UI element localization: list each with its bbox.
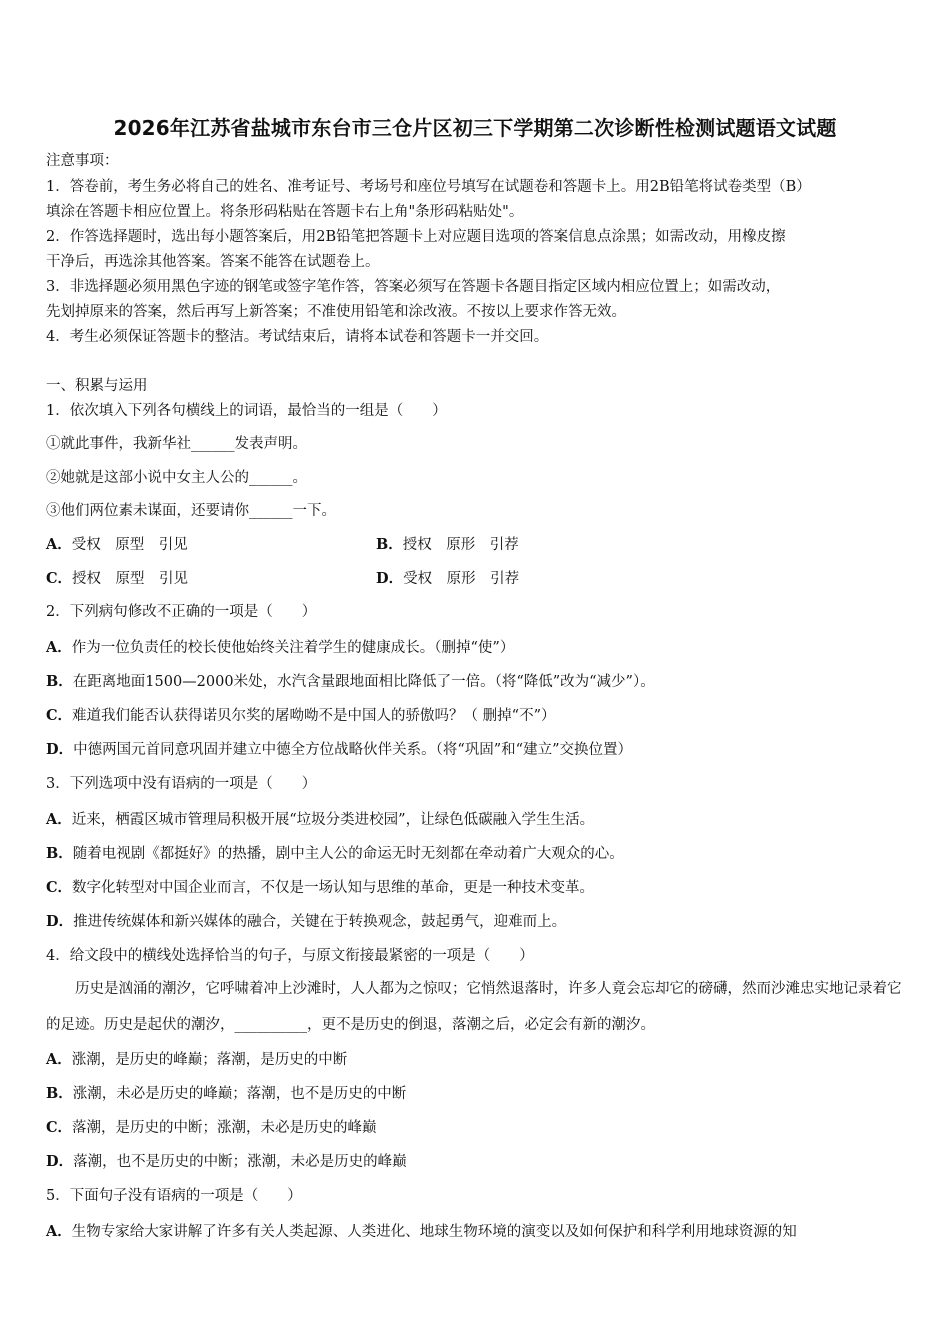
option-c (46, 879, 594, 897)
question-stem: 5．下面句子没有语病的一项是（ ） (46, 1188, 302, 1204)
notes-heading: 注意事项： (46, 153, 119, 169)
option-label: C． (46, 707, 73, 724)
option-d (46, 1153, 407, 1171)
option-label: C． (46, 570, 73, 587)
section-heading: 一、积累与运用 (46, 378, 148, 394)
question-stem: 3．下列选项中没有语病的一项是（ ） (46, 776, 317, 792)
option-d (46, 741, 632, 759)
option-label: A． (46, 536, 72, 553)
question-sentence: ③他们两位素未谋面，还要请你______一下。 (46, 503, 336, 519)
notes-line: 干净后，再选涂其他答案。答案不能答在试题卷上。 (46, 254, 380, 270)
option-d (376, 570, 519, 588)
option-text: 生物专家给大家讲解了许多有关人类起源、人类进化、地球生物环境的演变以及如何保护和科学利用地球资源的知 (71, 1224, 797, 1240)
page-title: 2026年江苏省盐城市东台市三仓片区初三下学期第二次诊断性检测试题语文试题 (113, 116, 837, 140)
question-sentence: ①就此事件，我新华社______发表声明。 (46, 436, 307, 452)
option-a (46, 811, 594, 829)
option-label: C． (46, 1119, 73, 1136)
question-stem: 2．下列病句修改不正确的一项是（ ） (46, 604, 317, 620)
option-text: 落潮，也不是历史的中断；涨潮，未必是历史的峰巅 (73, 1154, 407, 1170)
reading-passage: 历史是汹涌的潮汐，它呼啸着冲上沙滩时，人人都为之惊叹；它悄然退落时，许多人竟会忘却它的磅礴，然而沙滩忠实地记录着它的足迹。历史是起伏的潮汐，__________，更不是历史的倒退，落潮之后，必定会有新的潮汐。 (46, 981, 902, 1033)
option-c (46, 1119, 377, 1137)
notes-line: 2．作答选择题时，选出每小题答案后，用2B铅笔把答题卡上对应题目选项的答案信息点涂黑；如需改动，用橡皮擦 (46, 229, 786, 245)
option-text: 受权 原形 引荐 (403, 571, 520, 587)
option-label: D． (46, 913, 74, 930)
option-label: D． (376, 570, 404, 587)
option-text: 授权 原形 引荐 (402, 537, 519, 553)
option-text: 中德两国元首同意巩固并建立中德全方位战略伙伴关系。（将“巩固”和“建立”交换位置） (73, 742, 632, 758)
option-b (46, 1085, 406, 1103)
option-label: B． (46, 1085, 73, 1102)
option-label: A． (46, 811, 72, 828)
option-label: D． (46, 741, 74, 758)
option-c (46, 570, 188, 588)
option-label: C． (46, 879, 73, 896)
option-label: B． (46, 845, 73, 862)
option-text: 涨潮，未必是历史的峰巅；落潮，也不是历史的中断 (72, 1086, 407, 1102)
option-b (376, 536, 519, 554)
question-stem: 1．依次填入下列各句横线上的词语，最恰当的一组是（ ） (46, 403, 447, 419)
option-label: B． (376, 536, 403, 553)
option-text: 难道我们能否认获得诺贝尔奖的屠呦呦不是中国人的骄傲吗？（ 删掉“不”） (72, 708, 556, 724)
option-text: 落潮，是历史的中断；涨潮，未必是历史的峰巅 (72, 1120, 377, 1136)
question-sentence: ②她就是这部小说中女主人公的______。 (46, 470, 307, 486)
option-label: B． (46, 673, 73, 690)
option-text: 近来，栖霞区城市管理局积极开展“垃圾分类进校园”，让绿色低碳融入学生生活。 (71, 812, 595, 828)
option-label: A． (46, 639, 72, 656)
option-b (46, 845, 624, 863)
option-label: A． (46, 1223, 72, 1240)
option-d (46, 913, 566, 931)
option-a (46, 536, 188, 554)
option-label: A． (46, 1051, 72, 1068)
option-text: 在距离地面1500—2000米处，水汽含量跟地面相比降低了一倍。（将“降低”改为“减少”）。 (72, 674, 655, 690)
option-text: 作为一位负责任的校长使他始终关注着学生的健康成长。（删掉“使”） (71, 640, 515, 656)
notes-line: 3．非选择题必须用黑色字迹的钢笔或签字笔作答，答案必须写在答题卡各题目指定区域内相应位置上；如需改动， (46, 279, 781, 295)
notes-line: 先划掉原来的答案，然后再写上新答案；不准使用铅笔和涂改液。不按以上要求作答无效。 (46, 304, 626, 320)
question-stem: 4．给文段中的横线处选择恰当的句子，与原文衔接最紧密的一项是（ ） (46, 948, 534, 964)
notes-line: 4．考生必须保证答题卡的整洁。考试结束后，请将本试卷和答题卡一并交回。 (46, 329, 549, 345)
option-text: 授权 原型 引见 (72, 571, 189, 587)
option-a (46, 1051, 347, 1069)
notes-line: 填涂在答题卡相应位置上。将条形码粘贴在答题卡右上角"条形码粘贴处"。 (46, 204, 524, 220)
notes-line: 1．答卷前，考生务必将自己的姓名、准考证号、考场号和座位号填写在试题卷和答题卡上。用2B铅笔将试卷类型（B） (46, 179, 811, 195)
option-a (46, 639, 514, 657)
option-text: 数字化转型对中国企业而言，不仅是一场认知与思维的革命，更是一种技术变革。 (72, 880, 595, 896)
option-c (46, 707, 555, 725)
option-b (46, 673, 655, 691)
option-text: 涨潮，是历史的峰巅；落潮，是历史的中断 (71, 1052, 348, 1068)
option-text: 推进传统媒体和新兴媒体的融合，关键在于转换观念，鼓起勇气，迎难而上。 (73, 914, 567, 930)
option-label: D． (46, 1153, 74, 1170)
option-text: 随着电视剧《都挺好》的热播，剧中主人公的命运无时无刻都在牵动着广大观众的心。 (72, 846, 624, 862)
option-text: 受权 原型 引见 (71, 537, 188, 553)
option-a (46, 1223, 797, 1241)
